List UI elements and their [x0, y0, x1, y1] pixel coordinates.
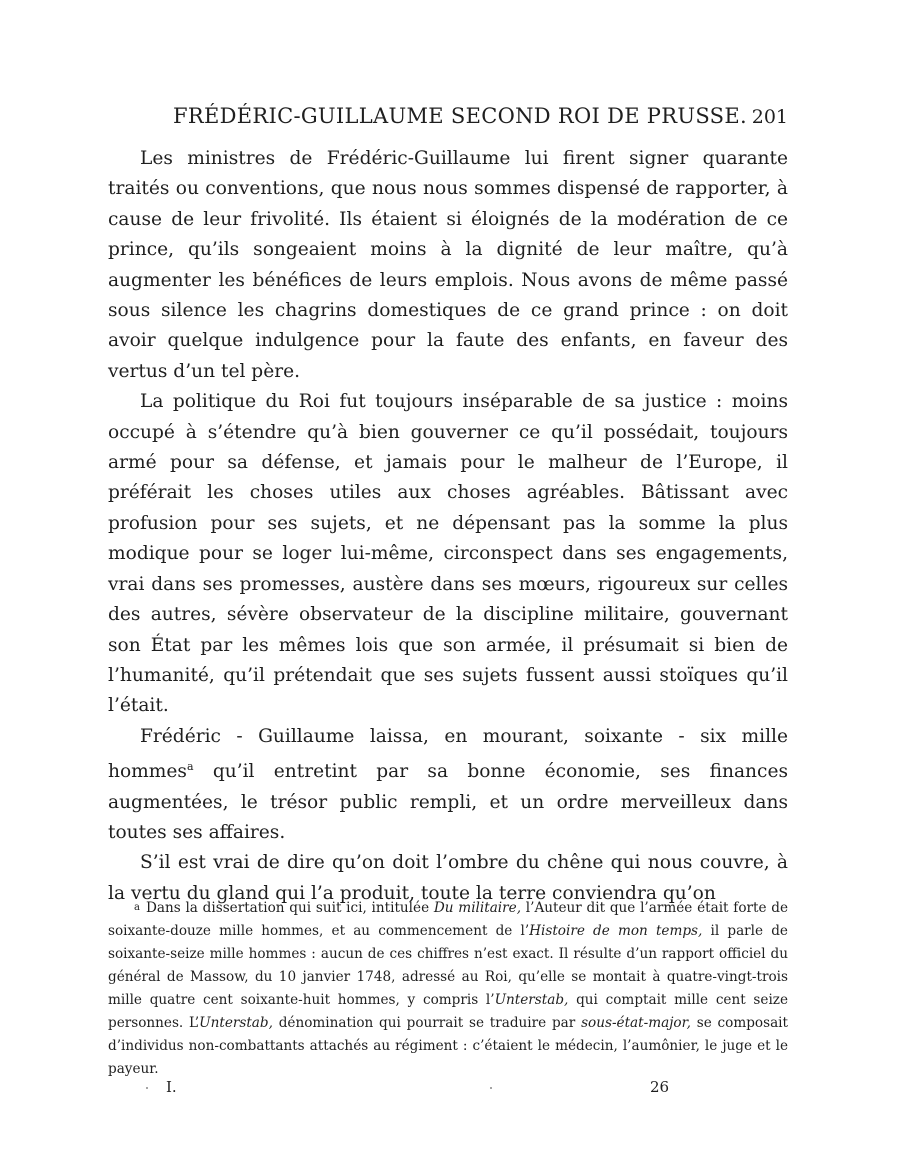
paragraph: Les ministres de Frédéric-Guillaume lui firent signer quarante traités ou conventions, que nous nous sommes dispensé de rapporter, à cause de leur frivolité. Ils étaient si éloignés de la modération de ce prince, qu’ils songeaient moins à la dignité de leur maître, qu’à augmenter les bénéfices de leurs emplois. Nous avons de même passé sous silence les chagrins domestiques de ce grand prince : on doit avoir quelque indulgence pour la faute des enfants, en faveur des vertus d’un tel père. — [108, 148, 788, 382]
printer-dot — [490, 1087, 492, 1089]
footnote-text: il parle de soixante-seize mille hommes : aucun de ces chiffres n’est exact. Il résulte d’un rapport officiel du général de Massow, du 10 janvier 1748, adressé au Roi, qu’elle se montait à quatre-vingt-trois mille quatre cent soixante-huit hommes, y compris l’ — [108, 923, 788, 1008]
footnote-italic: Unterstab, — [199, 1015, 273, 1031]
footnote-block — [108, 896, 788, 1081]
page-footer — [108, 1078, 788, 1102]
footnote-text: Dans la dissertation qui suit ici, intitulée — [145, 900, 434, 916]
paragraph-text: Frédéric - Guillaume laissa, en mourant, soixante - six mille hommes — [108, 725, 788, 783]
paragraph: S’il est vrai de dire qu’on doit l’ombre du chêne qui nous couvre, à la vertu du gland qui l’a produit, toute la terre conviendra qu’on — [108, 852, 788, 904]
paragraph — [108, 387, 788, 721]
footnote-text: l’Auteur dit que l’armée était forte de soixante-douze mille hommes, et au commencement de l’ — [108, 900, 789, 939]
signature-mark: I. — [166, 1078, 177, 1096]
footnote-text: qui comptait mille cent seize personnes. L’ — [108, 992, 788, 1031]
running-head — [108, 104, 788, 134]
printer-dot — [146, 1087, 148, 1089]
paragraph — [108, 722, 788, 849]
page-number: 201 — [751, 106, 788, 128]
paragraph-text: qu’il entretint par sa bonne économie, ses finances augmentées, le trésor public rempli, et un ordre merveilleux dans toutes ses affaires. — [108, 761, 788, 843]
footnote-reference: a — [186, 760, 194, 774]
footnote-italic: Histoire de mon temps, — [529, 923, 703, 939]
footnote — [108, 896, 788, 1081]
folio: 26 — [650, 1078, 670, 1096]
footnote-italic: sous-état-major, — [581, 1015, 691, 1031]
footnote-text: dénomination qui pourrait se traduire par — [272, 1015, 582, 1031]
footnote-text: se composait d’individus non-combattants attachés au régiment : c’étaient le médecin, l’aumônier, le juge et le payeur. — [108, 1015, 788, 1077]
running-title: FRÉDÉRIC-GUILLAUME SECOND ROI DE PRUSSE. — [173, 104, 747, 128]
footnote-italic: Unterstab, — [494, 992, 569, 1008]
footnote-italic: Du militaire, — [433, 900, 522, 916]
footnote-mark: a — [134, 902, 140, 913]
main-text — [108, 144, 788, 909]
paragraph-text: La politique du Roi fut toujours inséparable de sa justice : moins occupé à s’étendre qu’à bien gouverner ce qu’il possédait, toujours armé pour sa défense, et jamais pour le malheur de l’Europe, il préférait les choses utiles aux choses agréables. Bâtissant avec profusion pour ses sujets, et ne dépensant pas la somme la plus modique pour se loger lui-même, circonspect dans ses engagements, vrai dans ses promesses, austère dans ses mœurs, rigoureux sur celles des autres, sévère observateur de la discipline militaire, gouvernant son État par les mêmes lois que son armée, il présumait si bien de l’humanité, qu’il prétendait que ses sujets fussent aussi stoïques qu’il l’était. — [108, 391, 788, 717]
